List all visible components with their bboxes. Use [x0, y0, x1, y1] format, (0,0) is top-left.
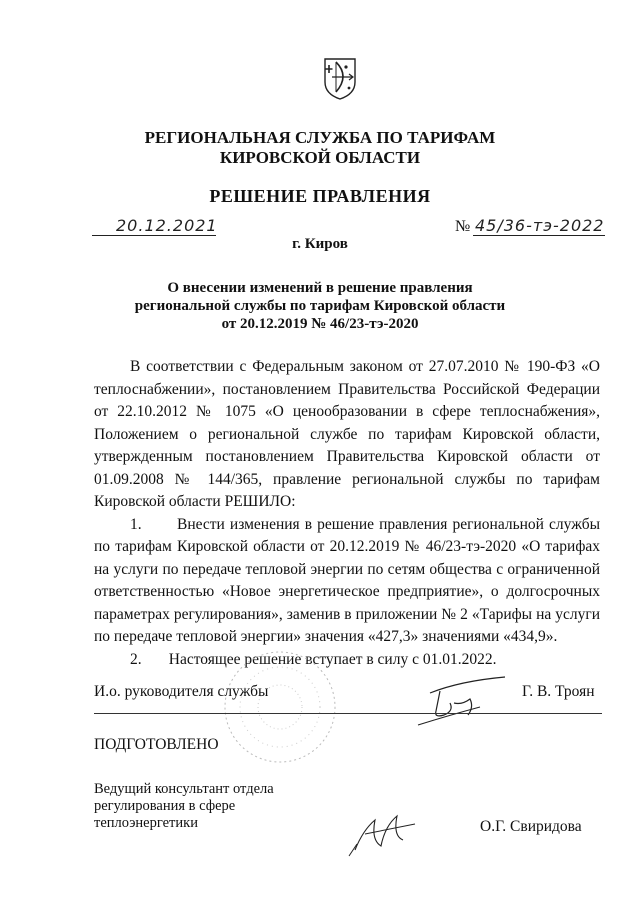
prepared-label: ПОДГОТОВЛЕНО	[94, 736, 219, 753]
number-sign: №	[455, 218, 471, 235]
preamble-paragraph: В соответствии с Федеральным законом от 27.07.2010 № 190-ФЗ «О теплоснабжении», постановлением Правительства Российской Федерации от 22.10.2012 № 1075 «О ценообразовании в сфере теплоснабжения», Положением о региональной службе по тарифам Кировской области, утвержденным постановлением Правительства Кировской области от 01.09.2008 № 144/365, правление региональной службы по тарифам Кировской области РЕШИЛО:	[94, 358, 600, 510]
preparer-position-line1: Ведущий консультант отдела	[94, 781, 274, 797]
subject-line2: региональной службы по тарифам Кировской области	[134, 298, 506, 314]
document-type-title: РЕШЕНИЕ ПРАВЛЕНИЯ	[209, 186, 431, 206]
subject-line1: О внесении изменений в решение правления	[167, 280, 473, 296]
decision-body	[94, 356, 600, 671]
decision-date: 20.12.2021	[116, 216, 218, 235]
preparer-position-line3: теплоэнергетики	[94, 815, 198, 831]
signatory-position: И.о. руководителя службы	[94, 683, 269, 700]
separator-line	[94, 713, 602, 714]
kirov-oblast-coat-of-arms-icon	[322, 56, 358, 102]
signatory-name: Г. В. Троян	[522, 683, 595, 700]
decision-subject	[0, 279, 640, 333]
preparer-position	[94, 781, 274, 832]
decision-number-field	[455, 218, 605, 238]
preparer-position-line2: регулирования в сфере	[94, 798, 236, 814]
director-signature-image	[410, 663, 520, 733]
decision-date-field	[92, 218, 216, 238]
decision-item-1: 1. Внести изменения в решение правления региональной службы по тарифам Кировской области от 20.12.2019 № 46/23-тэ-2020 «О тарифах на услуги по передаче тепловой энергии по сетям общества с ограниченной ответственностью «Новое энергетическое предприятие», о долгосрочных параметрах регулирования», заменив в приложении № 2 «Тарифы на услуги по передаче тепловой энергии» значения «427,3» значениями «434,9».	[94, 515, 600, 645]
official-stamp-image	[215, 648, 345, 766]
preparer-name: О.Г. Свиридова	[480, 818, 582, 835]
decision-number: 45/36-тэ-2022	[475, 216, 605, 235]
preparer-signature-image	[345, 800, 435, 860]
decision-item-2: 2. Настоящее решение вступает в силу с 01.01.2022.	[130, 650, 497, 668]
subject-line3: от 20.12.2019 № 46/23-тэ-2020	[221, 316, 419, 332]
organization-name-line1: РЕГИОНАЛЬНАЯ СЛУЖБА ПО ТАРИФАМ	[144, 128, 496, 147]
organization-name-line2: КИРОВСКОЙ ОБЛАСТИ	[219, 148, 421, 167]
city: г. Киров	[292, 236, 348, 252]
